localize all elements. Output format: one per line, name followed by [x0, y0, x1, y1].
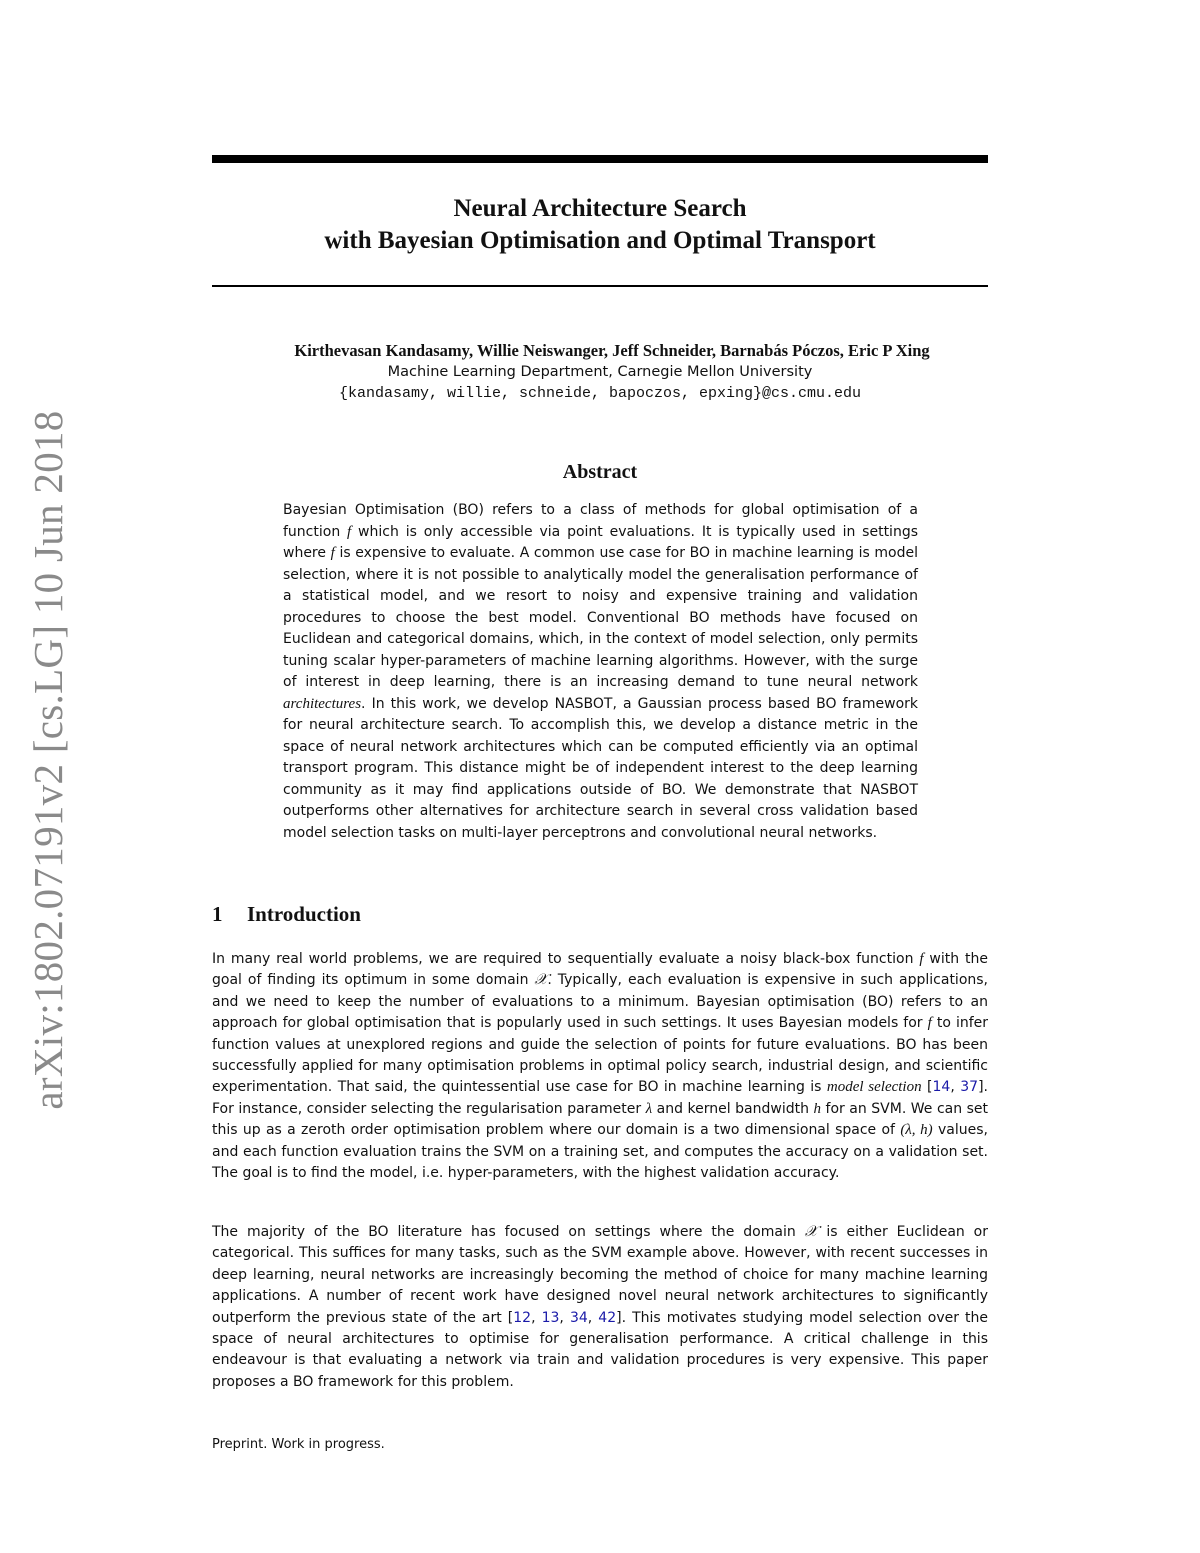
arxiv-side-stamp: arXiv:1802.07191v2 [cs.LG] 10 Jun 2018	[25, 410, 71, 1110]
intro-paragraph-2	[212, 1222, 988, 1393]
body-text: ,	[950, 1079, 961, 1096]
intro-paragraph-1	[212, 949, 988, 1184]
abstract-text: outperforms other alternatives for architecture search in several cross validation based model selection tasks on multi-layer perceptrons and convolutional neural networks.	[283, 803, 918, 841]
citation-link[interactable]: 37	[960, 1079, 979, 1096]
section-title: Introduction	[247, 902, 361, 926]
section-heading-introduction	[212, 902, 361, 927]
method-name-nasbot: NASBOT	[554, 695, 613, 712]
body-text: with the goal of finding its optimum in some domain	[212, 951, 989, 989]
body-text: The majority of the BO literature has focused on settings where the domain	[212, 1224, 805, 1240]
body-text: ,	[559, 1309, 570, 1326]
abstract-heading: Abstract	[562, 461, 638, 483]
body-text: In many real world problems, we are required to sequentially evaluate a noisy black-box function	[212, 951, 920, 967]
author-emails: {kandasamy, willie, schneide, bapoczos, epxing}@cs.cmu.edu	[338, 385, 862, 402]
method-name-nasbot: NASBOT	[860, 781, 918, 798]
body-text: ,	[587, 1309, 599, 1326]
footnote-preprint: Preprint. Work in progress.	[212, 1437, 385, 1452]
math-lambda: λ	[645, 1100, 653, 1117]
body-text: [	[921, 1079, 933, 1096]
affiliation: Machine Learning Department, Carnegie Mellon University	[387, 364, 813, 380]
body-text: ,	[531, 1309, 542, 1326]
title-line-1: Neural Architecture Search	[453, 195, 747, 222]
citation-link[interactable]: 34	[569, 1309, 588, 1326]
citation-link[interactable]: 14	[932, 1079, 951, 1096]
body-text: ]. This motivates studying model selection over the space of neural architectures to optimise for generalisation performance. A critical challenge in this endeavour is that evaluating a network via train and validation procedures is very expensive. This paper proposes a BO framework for this problem.	[212, 1309, 989, 1390]
abstract-text: which is only accessible via point evaluations. It is typically used in settings where	[283, 523, 919, 561]
math-domain-x: 𝒳	[804, 1224, 818, 1240]
citation-link[interactable]: 42	[598, 1309, 617, 1326]
math-domain-x: 𝒳	[534, 972, 548, 989]
title-line-2: with Bayesian Optimisation and Optimal Transport	[324, 227, 876, 254]
math-f: f	[927, 1015, 932, 1032]
body-text: to infer function values at unexplored regions and guide the selection of points for future evaluations. BO has been successfully applied for many optimisation problems in optimal policy search, industrial design, and scientific experimentation. That said, the quintessential use case for BO in machine learning is	[212, 1015, 989, 1096]
citation-link[interactable]: 12	[513, 1309, 532, 1326]
math-h: h	[813, 1100, 821, 1117]
paper-title	[212, 193, 988, 257]
abstract-body	[283, 500, 918, 844]
math-f: f	[330, 545, 335, 561]
abstract-text: is expensive to evaluate. A common use case for BO in machine learning is model selection, where it is not possible to analytically model the generalisation performance of a statistical model, and we resort to noisy and expensive training and validation procedures to choose the best model. Conventional BO methods have focused on Euclidean and categorical domains, which, in the context of model selection, only permits tuning scalar hyper-parameters of machine learning algorithms. However, with the surge of interest in deep learning, there is an increasing demand to tune neural network	[283, 545, 918, 690]
citation-link[interactable]: 13	[541, 1309, 560, 1326]
abstract-text: Bayesian Optimisation (BO) refers to a class of methods for global optimisation of a function	[283, 502, 918, 540]
body-text: . Typically, each evaluation is expensive in such applications, and we need to keep the number of evaluations to a minimum. Bayesian optimisation (BO) refers to an approach for global optimisation that is popularly used in such settings. It uses Bayesian models for	[212, 972, 989, 1032]
body-text: values, and each function evaluation trains the SVM on a training set, and computes the accuracy on a validation set. The goal is to find the model, i.e. hyper-parameters, with the highest validation accuracy.	[212, 1122, 988, 1182]
title-bottom-rule	[212, 285, 988, 287]
body-text: and kernel bandwidth	[652, 1100, 814, 1117]
author-list: Kirthevasan Kandasamy, Willie Neiswanger, Jeff Schneider, Barnabás Póczos, Eric P Xing	[294, 341, 930, 360]
emphasis-model-selection: model selection	[826, 1079, 922, 1096]
abstract-text: . In this work, we develop	[361, 695, 555, 712]
body-text: for an SVM. We can set this up as a zeroth order optimisation problem where our domain is a two dimensional space of	[212, 1100, 989, 1139]
emphasis-architectures: architectures	[283, 695, 362, 712]
body-text: ]. For instance, consider selecting the regularisation parameter	[212, 1079, 988, 1117]
math-f: f	[347, 523, 352, 540]
title-top-rule	[212, 155, 988, 163]
math-lambda-h-pair: (λ, h)	[900, 1122, 933, 1139]
abstract-text: , a Gaussian process based BO framework for neural architecture search. To accomplish this, we develop a distance metric in the space of neural network architectures which can be computed efficiently via an optimal transport program. This distance might be of independent interest to the deep learning community as it may find applications outside of BO. We demonstrate that	[283, 695, 918, 798]
section-number: 1	[212, 902, 223, 926]
body-text: is either Euclidean or categorical. This suffices for many tasks, such as the SVM example above. However, with recent successes in deep learning, neural networks are increasingly becoming the method of choice for many machine learning applications. A number of recent work have designed novel neural network architectures to significantly outperform the previous state of the art [	[212, 1224, 989, 1326]
math-f: f	[919, 951, 924, 967]
